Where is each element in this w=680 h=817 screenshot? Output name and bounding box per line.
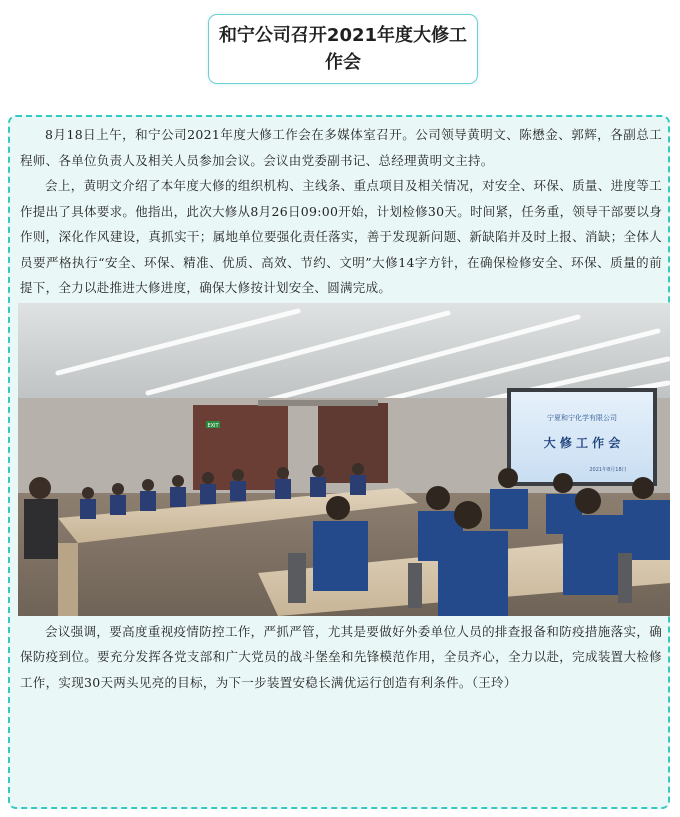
attendee-left-foreground — [24, 499, 58, 559]
exit-sign-text: EXIT — [207, 422, 219, 429]
article-title-box — [208, 14, 478, 84]
screen-date: 2021年8月18日 — [589, 466, 627, 473]
article-body — [20, 122, 662, 695]
screen-title: 大 修 工 作 会 — [543, 435, 621, 450]
screen-company: 宁夏和宁化学有限公司 — [547, 413, 617, 422]
article-title: 和宁公司召开2021年度大修工作会 — [218, 25, 468, 73]
meeting-photo — [18, 303, 670, 616]
paragraph-3: 会议强调，要高度重视疫情防控工作，严抓严管，尤其是要做好外委单位人员的排查报备和防疫措施落实，确保防疫到位。要充分发挥各党支部和广大党员的战斗堡垒和先锋模范作用，全员齐心，全力以赴，完成装置大检修工作，实现30天两头见亮的目标，为下一步装置安稳长满优运行创造有利条件。（王玲） — [20, 623, 662, 690]
paragraph-2: 会上，黄明文介绍了本年度大修的组织机构、主线条、重点项目及相关情况，对安全、环保、质量、进度等工作提出了具体要求。他指出，此次大修从8月26日09:00开始，计划检修30天。时间紧，任务重，领导干部要以身作则，深化作风建设，真抓实干；属地单位要强化责任落实，善于发现新问题、新缺陷并及时上报、消缺；全体人员要严格执行“安全、环保、精准、优质、高效、节约、文明”大修14字方针，在确保检修安全、环保、质量的前提下，全力以赴推进大修进度，确保大修按计划安全、圆满完成。 — [20, 178, 662, 295]
paragraph-1: 8月18日上午，和宁公司2021年度大修工作会在多媒体室召开。公司领导黄明文、陈懋金、郭辉，各副总工程师、各单位负责人及相关人员参加会议。会议由党委副书记、总经理黄明文主持。 — [20, 127, 662, 168]
article-content-frame — [8, 115, 670, 809]
